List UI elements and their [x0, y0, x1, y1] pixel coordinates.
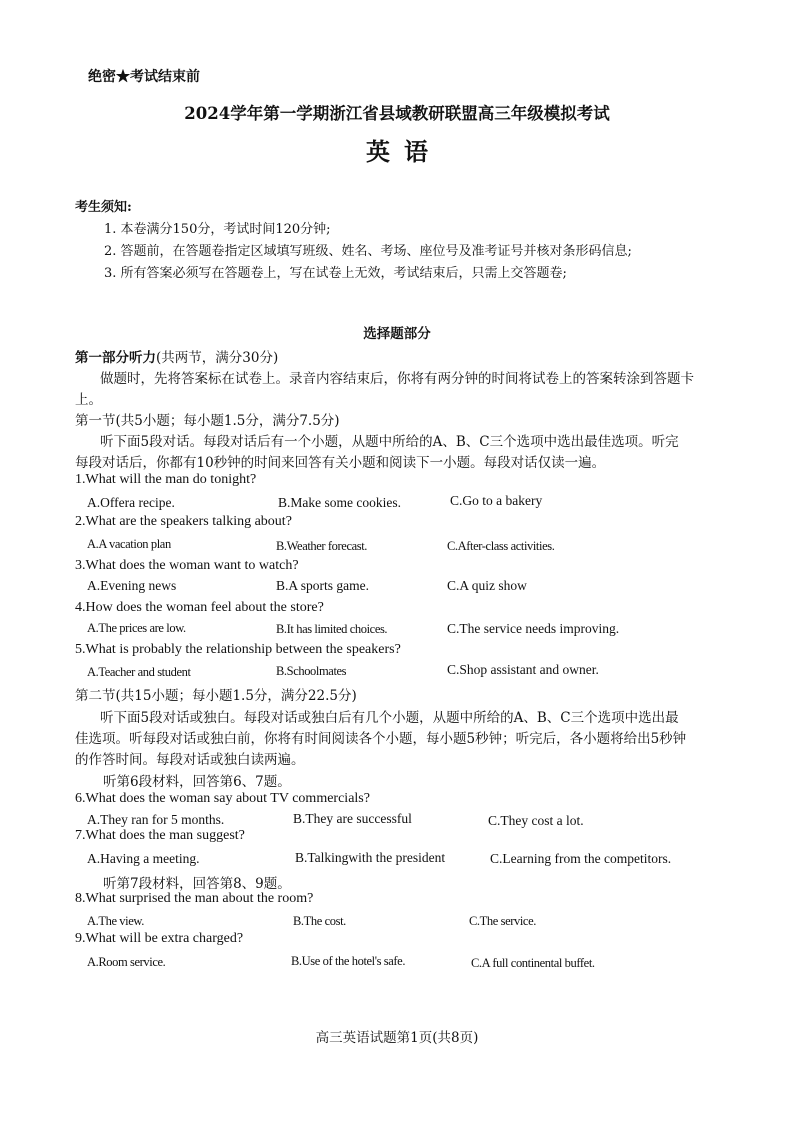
part1-heading — [75, 346, 278, 366]
option-c: C.Go to a bakery — [450, 493, 543, 508]
part1-note: (共两节，满分30分) — [156, 350, 279, 366]
option-b: B.Make some cookies. — [278, 495, 401, 510]
section2-instruction: 听下面5段对话或独白。每段对话或独白后有几个小题，从题中所给的A、B、C三个选项中选出最 — [100, 710, 679, 726]
option-c: C.The service. — [469, 914, 536, 928]
option-b: B.It has limited choices. — [276, 622, 388, 636]
material-note: 听第7段材料，回答第8、9题。 — [103, 876, 291, 892]
part1-instruction: 做题时，先将答案标在试卷上。录音内容结束后，你将有两分钟的时间将试卷上的答案转涂到答题卡 — [100, 371, 694, 387]
notice-heading: 考生须知: — [75, 200, 132, 215]
option-c: C.A quiz show — [447, 578, 527, 593]
part1-title: 第一部分听力 — [75, 350, 156, 366]
section1-instruction: 听下面5段对话。每段对话后有一个小题，从题中所给的A、B、C三个选项中选出最佳选项。听完 — [100, 434, 679, 450]
option-c: C.Shop assistant and owner. — [447, 662, 599, 677]
option-a: A.Evening news — [87, 578, 177, 593]
question-stem: 8.What surprised the man about the room? — [75, 891, 314, 906]
option-b: B.The cost. — [293, 914, 346, 928]
option-a: A.They ran for 5 months. — [87, 812, 225, 827]
option-c: C.After-class activities. — [447, 539, 555, 553]
option-b: B.They are successful — [293, 811, 412, 826]
option-a: A.Having a meeting. — [87, 851, 200, 866]
option-c: C.Learning from the competitors. — [490, 851, 672, 866]
section-heading: 选择题部分 — [363, 326, 431, 342]
section2-instruction: 的作答时间。每段对话或独白读两遍。 — [75, 752, 305, 768]
subject-title: 英语 — [366, 137, 442, 166]
question-stem: 5.What is probably the relationship between the speakers? — [75, 642, 401, 657]
section2-instruction: 佳选项。听每段对话或独白前，你将有时间阅读各个小题，每小题5秒钟；听完后，各小题将给出5秒钟 — [75, 731, 687, 747]
part1-instruction: 上。 — [75, 392, 102, 408]
option-c: C.They cost a lot. — [488, 813, 584, 828]
question-stem: 4.How does the woman feel about the store? — [75, 600, 324, 615]
option-a: A.Room service. — [87, 955, 166, 969]
notice-item: 3. 所有答案必须写在答题卷上，写在试卷上无效，考试结束后，只需上交答题卷; — [104, 266, 567, 281]
option-b: B.Use of the hotel's safe. — [291, 954, 406, 968]
question-stem: 3.What does the woman want to watch? — [75, 558, 299, 573]
option-a: A.Offera recipe. — [87, 495, 175, 510]
option-b: B.Schoolmates — [276, 664, 347, 678]
option-b: B.Weather forecast. — [276, 539, 367, 553]
option-c: C.A full continental buffet. — [471, 956, 595, 970]
option-a: A.Teacher and student — [87, 665, 191, 679]
question-stem: 2.What are the speakers talking about? — [75, 514, 292, 529]
section1-instruction: 每段对话后，你都有10秒钟的时间来回答有关小题和阅读下一小题。每段对话仅读一遍。 — [75, 455, 606, 471]
exam-title: 2024学年第一学期浙江省县域教研联盟高三年级模拟考试 — [184, 104, 610, 123]
question-stem: 7.What does the man suggest? — [75, 828, 245, 843]
option-a: A.The view. — [87, 914, 144, 928]
option-a: A.The prices are low. — [87, 621, 186, 635]
question-stem: 1.What will the man do tonight? — [75, 472, 257, 487]
option-c: C.The service needs improving. — [447, 621, 620, 636]
section2-title: 第二节(共15小题；每小题1.5分，满分22.5分) — [75, 688, 357, 704]
option-b: B.Talkingwith the president — [295, 850, 446, 865]
notice-item: 2. 答题前，在答题卷指定区域填写班级、姓名、考场、座位号及准考证号并核对条形码信息; — [104, 244, 632, 259]
option-b: B.A sports game. — [276, 578, 369, 593]
section1-title: 第一节(共5小题；每小题1.5分，满分7.5分) — [75, 413, 340, 429]
material-note: 听第6段材料，回答第6、7题。 — [103, 774, 291, 790]
notice-item: 1. 本卷满分150分，考试时间120分钟; — [104, 222, 331, 237]
confidential-mark: 绝密★考试结束前 — [88, 69, 200, 85]
page-footer: 高三英语试题第1页(共8页) — [315, 1030, 479, 1046]
question-stem: 6.What does the woman say about TV commercials? — [75, 791, 370, 806]
option-a: A.A vacation plan — [87, 537, 171, 551]
question-stem: 9.What will be extra charged? — [75, 931, 244, 946]
